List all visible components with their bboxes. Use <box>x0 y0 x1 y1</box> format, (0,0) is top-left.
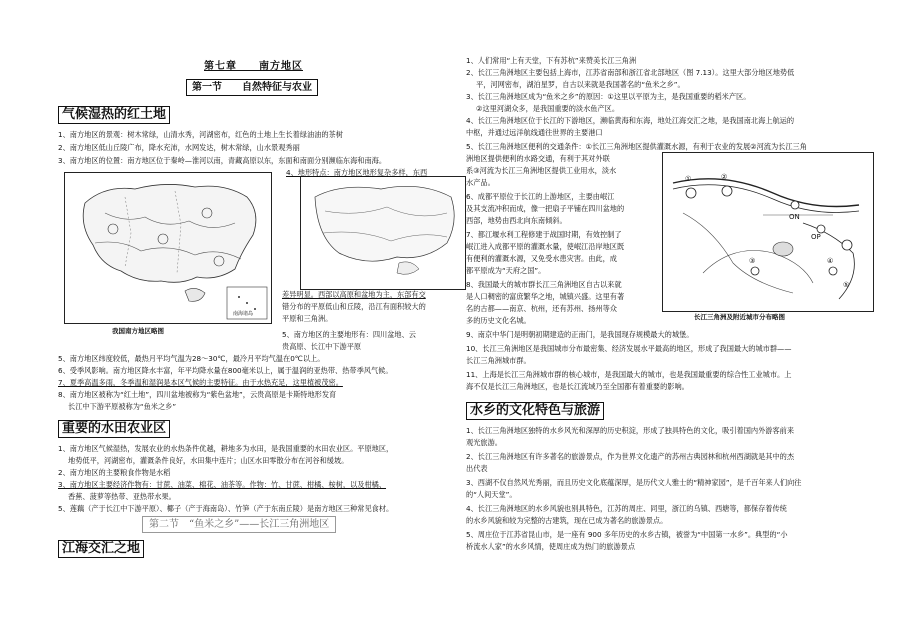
map-num-5: ⑤ <box>843 281 850 289</box>
para-5b: 贵高原、长江中下游平原 <box>282 342 362 351</box>
w-para-5b: 桥流水人家”的水乡风情，使周庄成为热门的旅游景点 <box>466 542 636 551</box>
map-num-4: ④ <box>827 257 834 265</box>
r-para-2a: 2、长江三角洲地区主要包括上海市，江苏省南部和浙江省北部地区（图 7.13）。这里大部分地区地势低 <box>466 68 795 77</box>
rice-para-3b: 香蕉、菠萝等热带、亚热带水果。 <box>68 492 176 501</box>
rice-para-1a: 1、南方地区气候湿热，发展农业的水热条件优越，耕地多为水田，是我国重要的水田农业区。平原地区， <box>58 444 394 453</box>
rice-para-2: 2、南方地区的主要粮食作物是水稻 <box>58 468 171 477</box>
r-para-11b: 海不仅是长江三角洲地区，也是长江流域乃至全国都有着重要的影响。 <box>466 382 689 391</box>
heading-climate: 气候湿热的红土地 <box>58 106 170 124</box>
heading-water-town: 水乡的文化特色与旅游 <box>466 402 604 420</box>
w-para-1b: 观光旅游。 <box>466 438 502 447</box>
r-para-6b: 及其支流冲积而成，像一把扇子平铺在四川盆地的 <box>466 204 625 213</box>
r-para-9: 9、南京中华门是明朝初期建造的正南门，是我国现存规模最大的城堡。 <box>466 330 694 339</box>
r-para-5c: 系③河流为长江三角洲地区提供工业用水，淡水 <box>466 166 617 175</box>
para-9a: 8、南方地区被称为“红土地”，四川盆地被称为“紫色盆地”，云贵高原是卡斯特地形发育 <box>58 390 337 399</box>
w-para-2b: 出代表 <box>466 464 488 473</box>
r-para-8d: 多的历史文化名城。 <box>466 316 531 325</box>
para-5a: 5、南方地区的主要地形有：四川盆地、云 <box>282 330 416 339</box>
para-4d: 平原和三角洲。 <box>282 314 333 323</box>
chapter-title: 第七章 南方地区 <box>204 61 303 72</box>
rice-para-3a-text: 3、南方地区主要经济作物有：甘蔗、油菜、棉花、油茶等。作物：竹、甘蔗、柑橘、桉树，以及柑橘、 <box>58 480 387 489</box>
w-para-5a: 5、周庄位于江苏省昆山市，是一座有 900 多年历史的水乡古镇，被誉为“中国第一水乡”。典型的“小 <box>466 530 788 539</box>
r-para-2b: 平，河网密布，湖泊星罗，自古以来就是我国著名的“鱼米之乡”。 <box>476 80 685 89</box>
para-4a-text: 4、地形特点：南方地区地形复杂多样，东西 <box>286 168 428 177</box>
map-num-3: ③ <box>749 257 756 265</box>
south-china-map <box>64 172 272 324</box>
para-6: 5、南方地区纬度较低，最热月平均气温为28～30℃，最冷月平均气温在0℃以上。 <box>58 354 325 363</box>
r-para-7a: 7、都江堰水利工程修建于战国时期，有效控制了 <box>466 230 622 239</box>
south-terrain-map <box>300 176 466 290</box>
rice-para-1b: 地势低平，河湖密布，灌溉条件良好，水田集中连片；山区水田零散分布在河谷和缓坡。 <box>68 456 349 465</box>
w-para-3b: 的“人间天堂”。 <box>466 490 517 499</box>
south-terrain-map-graphic <box>301 177 465 289</box>
section-heading-2: 第二节 “鱼米之乡”——长江三角洲地区 <box>142 516 336 533</box>
map-label-on: ON <box>789 213 800 221</box>
heading-rice-agriculture: 重要的水田农业区 <box>58 420 170 438</box>
r-para-6c: 西部，地势由西北向东南倾斜。 <box>466 216 567 225</box>
w-para-4a: 4、长江三角洲地区的水乡风貌也别具特色，江苏的周庄、同里，浙江的乌镇、西塘等，都保存着传统 <box>466 504 787 513</box>
para-4b <box>282 290 426 300</box>
r-para-8b: 是人口稠密的富庶繁华之地，城镇兴盛。这里有著 <box>466 292 625 301</box>
r-para-7c: 有便利的灌溉水源，又免受水患灾害。由此，成 <box>466 254 617 263</box>
para-4a <box>286 168 427 178</box>
map-num-1: ① <box>685 175 692 183</box>
r-para-5d: 水产品。 <box>466 178 495 187</box>
r-para-5b: 洲地区提供便利的水路交通，有利于其对外联 <box>466 154 610 163</box>
map-1-caption: 我国南方地区略图 <box>112 327 164 335</box>
w-para-1a: 1、长江三角洲地区独特的水乡风光和深厚的历史积淀，形成了独具特色的文化，吸引着国内外游客前来 <box>466 426 795 435</box>
rice-para-3a <box>58 480 386 490</box>
yangtze-delta-map <box>662 152 874 312</box>
para-2: 2、南方地区低山丘陵广布，降水充沛，水网发达，树木常绿，山水景观秀丽 <box>58 143 300 152</box>
r-para-5a: 5、长江三角洲地区便利的交通条件：①长江三角洲地区提供灌溉水源，有利于农业的发展②河流为长江三角 <box>466 142 807 151</box>
south-sea-islands-label: 南海诸岛 <box>233 311 254 317</box>
section-heading-1: 第一节 自然特征与农业 <box>186 79 318 96</box>
r-para-1: 1、人们常用“上有天堂，下有苏杭”来赞美长江三角洲 <box>466 56 637 65</box>
r-para-8c: 名的古都——南京、杭州，还有苏州、扬州等众 <box>466 304 617 313</box>
heading-river-sea: 江海交汇之地 <box>58 540 144 558</box>
r-para-4b: 中枢，并通过远洋航线通往世界的主要港口 <box>466 128 603 137</box>
r-para-6a: 6、成都平原位于长江的上游地区，主要由岷江 <box>466 192 615 201</box>
para-4c: 错分布的平原低山和丘陵，沿江有面积较大的 <box>282 302 426 311</box>
r-para-11a: 11、上海是长江三角洲城市群的核心城市，是我国最大的城市，也是我国最重要的综合性工业城市。上 <box>466 370 792 379</box>
yangtze-delta-map-graphic <box>663 153 873 311</box>
r-para-10a: 10、长江三角洲地区是我国城市分布最密集、经济发展水平最高的地区，形成了我国最大的城市群—— <box>466 344 792 353</box>
w-para-2a: 2、长江三角洲地区有许多著名的旅游景点，作为世界文化遗产的苏州古典园林和杭州西湖就是其中的杰 <box>466 452 795 461</box>
r-para-7b: 岷江进入成都平原的灌溉水量，使岷江沿岸地区既 <box>466 242 625 251</box>
r-para-3: 3、长江三角洲地区成为“鱼米之乡”的原因：①这里以平原为主，是我国重要的稻米产区。 <box>466 92 751 101</box>
para-3: 3、南方地区的位置：南方地区位于秦岭—淮河以南，青藏高原以东，东面和南面分别濒临东海和南海。 <box>58 156 387 165</box>
r-para-10b: 长江三角洲城市群。 <box>466 356 531 365</box>
para-4b-text: 差异明显。西部以高原和盆地为主，东部有交 <box>282 290 426 299</box>
para-7: 6、受季风影响。南方地区降水丰富，年平均降水量在800毫米以上，属于温润的亚热带、热带季风气候。 <box>58 366 393 375</box>
w-para-3a: 3、西湖不仅自然风光秀丽，而且历史文化底蕴深厚，是历代文人雅士的“精神家园”，是千百年来人们向往 <box>466 478 802 487</box>
rice-para-5: 5、莲藕（产于长江中下游平原）、椰子（产于海南岛）、竹笋（产于东南丘陵）是南方地区三种常见食材。 <box>58 504 394 513</box>
para-9b: 长江中下游平原被称为“鱼米之乡” <box>68 402 177 411</box>
map-label-op: OP <box>811 233 821 241</box>
r-para-4a: 4、长江三角洲地区位于长江的下游地区，濒临黄海和东海，地处江海交汇之地，是我国南北海上航运的 <box>466 116 795 125</box>
r-para-8a: 8、我国最大的城市群长江三角洲地区自古以来就 <box>466 280 622 289</box>
south-china-map-graphic <box>65 173 271 323</box>
w-para-4b: 的水乡风貌和较为完整的古建筑，现在已成为著名的旅游景点。 <box>466 516 668 525</box>
para-8-text: 7、夏季高温多雨，冬季温和湿润是本区气候的主要特征。由于水热充足，这里植被茂密。 <box>58 378 343 387</box>
r-para-7d: 都平原成为“天府之国”。 <box>466 266 546 275</box>
para-8 <box>58 378 343 388</box>
map-num-2: ② <box>721 173 728 181</box>
r-para-3b: ②这里河湖众多，是我国重要的淡水鱼产区。 <box>476 104 620 113</box>
para-1: 1、南方地区的景观：树木常绿，山清水秀，河湖密布，红色的土地上生长着绿油油的茶树 <box>58 130 343 139</box>
map-2-caption: 长江三角洲及附近城市分布略图 <box>694 313 785 321</box>
